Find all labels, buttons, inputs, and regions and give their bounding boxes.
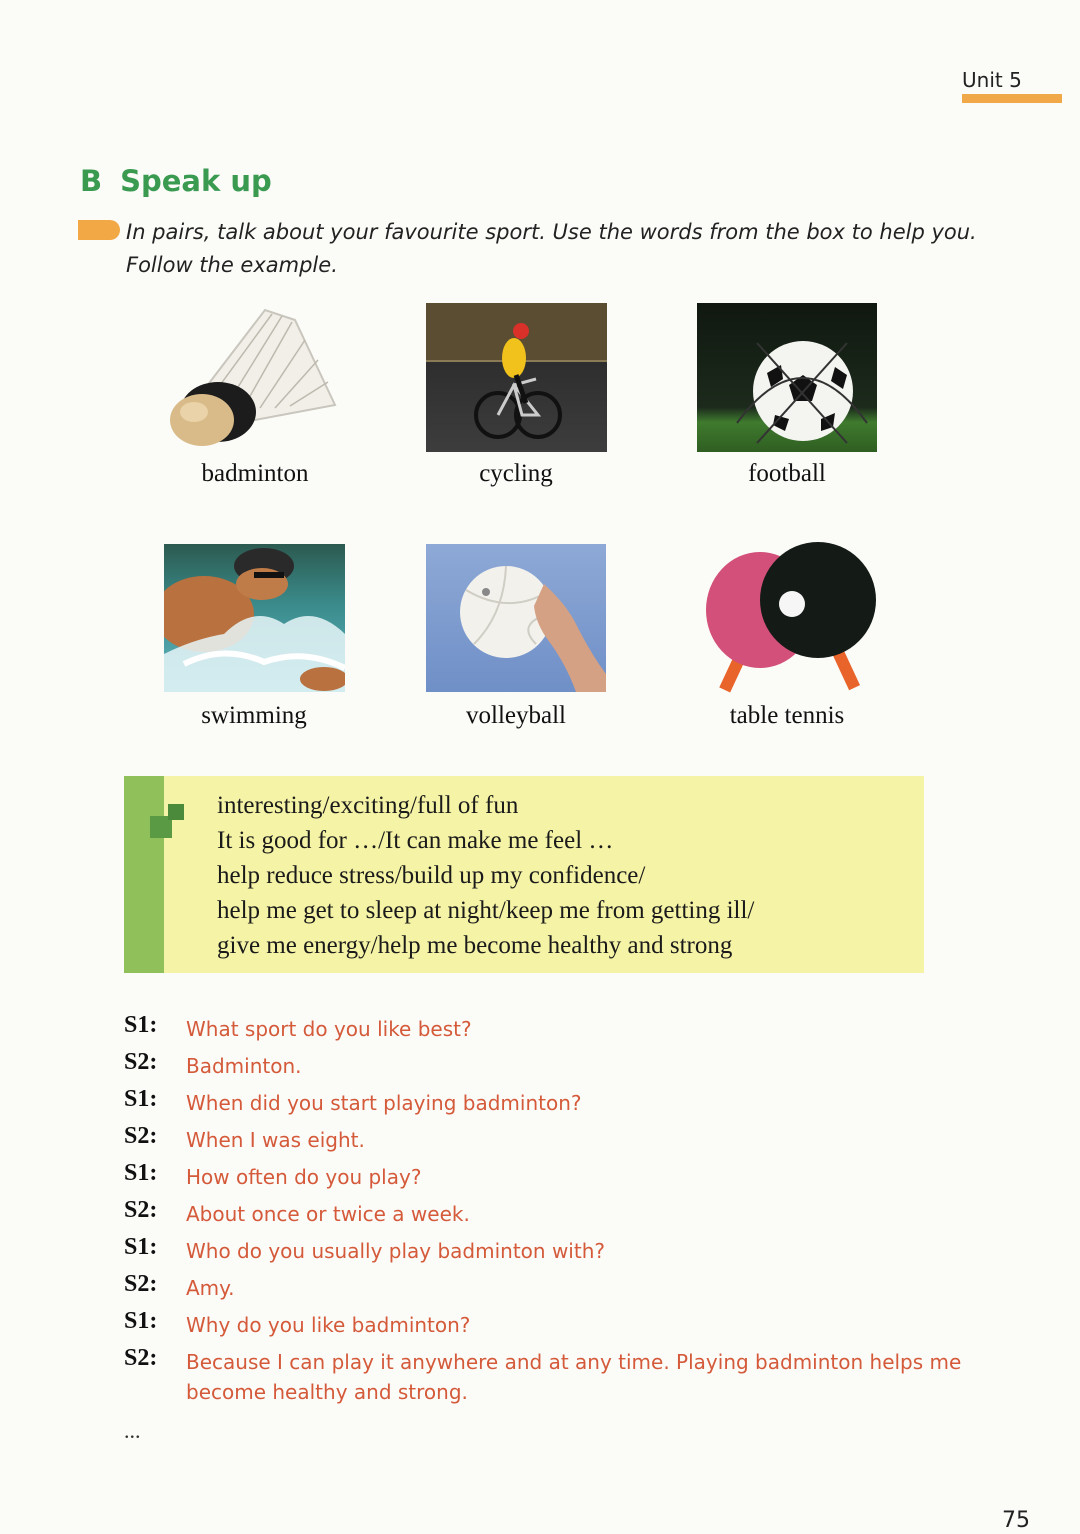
cyclist-image bbox=[426, 303, 607, 452]
word-box-squares-icon bbox=[146, 802, 186, 842]
word-box-line: give me energy/help me become healthy and strong bbox=[217, 932, 733, 959]
ellipsis: ... bbox=[124, 1418, 141, 1443]
dialogue-line bbox=[124, 1012, 964, 1049]
utterance: Who do you usually play badminton with? bbox=[186, 1239, 605, 1263]
utterance: When I was eight. bbox=[186, 1128, 365, 1152]
utterance: What sport do you like best? bbox=[186, 1017, 472, 1041]
swimmer-image bbox=[164, 544, 345, 692]
caption-football: football bbox=[748, 460, 826, 487]
caption-volleyball: volleyball bbox=[466, 702, 566, 729]
table-tennis-bats-image bbox=[700, 540, 882, 694]
utterance: Because I can play it anywhere and at any time. Playing badminton helps me become healthy and strong. bbox=[186, 1350, 962, 1404]
utterance: About once or twice a week. bbox=[186, 1202, 470, 1226]
volleyball-image bbox=[426, 544, 606, 692]
speaker: S1: bbox=[124, 1308, 158, 1334]
speaker: S1: bbox=[124, 1086, 158, 1112]
speaker: S2: bbox=[124, 1197, 158, 1223]
section-title-text: Speak up bbox=[120, 164, 272, 198]
dialogue-line bbox=[124, 1197, 964, 1234]
dialogue-line bbox=[124, 1234, 964, 1271]
speaker: S1: bbox=[124, 1234, 158, 1260]
utterance: Amy. bbox=[186, 1276, 235, 1300]
dialogue-line bbox=[124, 1271, 964, 1308]
unit-underline bbox=[962, 94, 1062, 103]
word-box-line: interesting/exciting/full of fun bbox=[217, 792, 519, 819]
caption-badminton: badminton bbox=[201, 460, 309, 487]
dialogue-line bbox=[124, 1123, 964, 1160]
caption-table-tennis: table tennis bbox=[729, 702, 845, 729]
utterance: Badminton. bbox=[186, 1054, 302, 1078]
speaker: S2: bbox=[124, 1271, 158, 1297]
section-title bbox=[80, 164, 272, 198]
section-letter: B bbox=[80, 164, 103, 198]
speaker: S2: bbox=[124, 1123, 158, 1149]
instruction-marker bbox=[78, 220, 120, 240]
word-box-line: help me get to sleep at night/keep me from getting ill/ bbox=[217, 897, 755, 924]
speaker: S2: bbox=[124, 1345, 158, 1371]
dialogue-line bbox=[124, 1345, 964, 1417]
speaker: S1: bbox=[124, 1012, 158, 1038]
dialogue-line bbox=[124, 1308, 964, 1345]
caption-swimming: swimming bbox=[201, 702, 307, 729]
dialogue-line bbox=[124, 1049, 964, 1086]
utterance: When did you start playing badminton? bbox=[186, 1091, 582, 1115]
page-number: 75 bbox=[1002, 1508, 1030, 1533]
dialogue-line bbox=[124, 1086, 964, 1123]
word-box-lines bbox=[217, 788, 754, 963]
utterance: How often do you play? bbox=[186, 1165, 422, 1189]
dialogue bbox=[124, 1012, 964, 1417]
shuttlecock-image bbox=[160, 300, 350, 450]
football-image bbox=[697, 303, 877, 452]
word-box-line: It is good for …/It can make me feel … bbox=[217, 827, 614, 854]
unit-label: Unit 5 bbox=[962, 68, 1022, 92]
instruction-line-1: In pairs, talk about your favourite sport. Use the words from the box to help you. bbox=[126, 220, 977, 244]
word-box-line: help reduce stress/build up my confidence/ bbox=[217, 862, 646, 889]
caption-cycling: cycling bbox=[479, 460, 553, 487]
instruction-line-2: Follow the example. bbox=[126, 253, 338, 277]
word-box bbox=[124, 776, 924, 973]
dialogue-line bbox=[124, 1160, 964, 1197]
utterance: Why do you like badminton? bbox=[186, 1313, 471, 1337]
speaker: S1: bbox=[124, 1160, 158, 1186]
instruction bbox=[126, 216, 986, 282]
speaker: S2: bbox=[124, 1049, 158, 1075]
